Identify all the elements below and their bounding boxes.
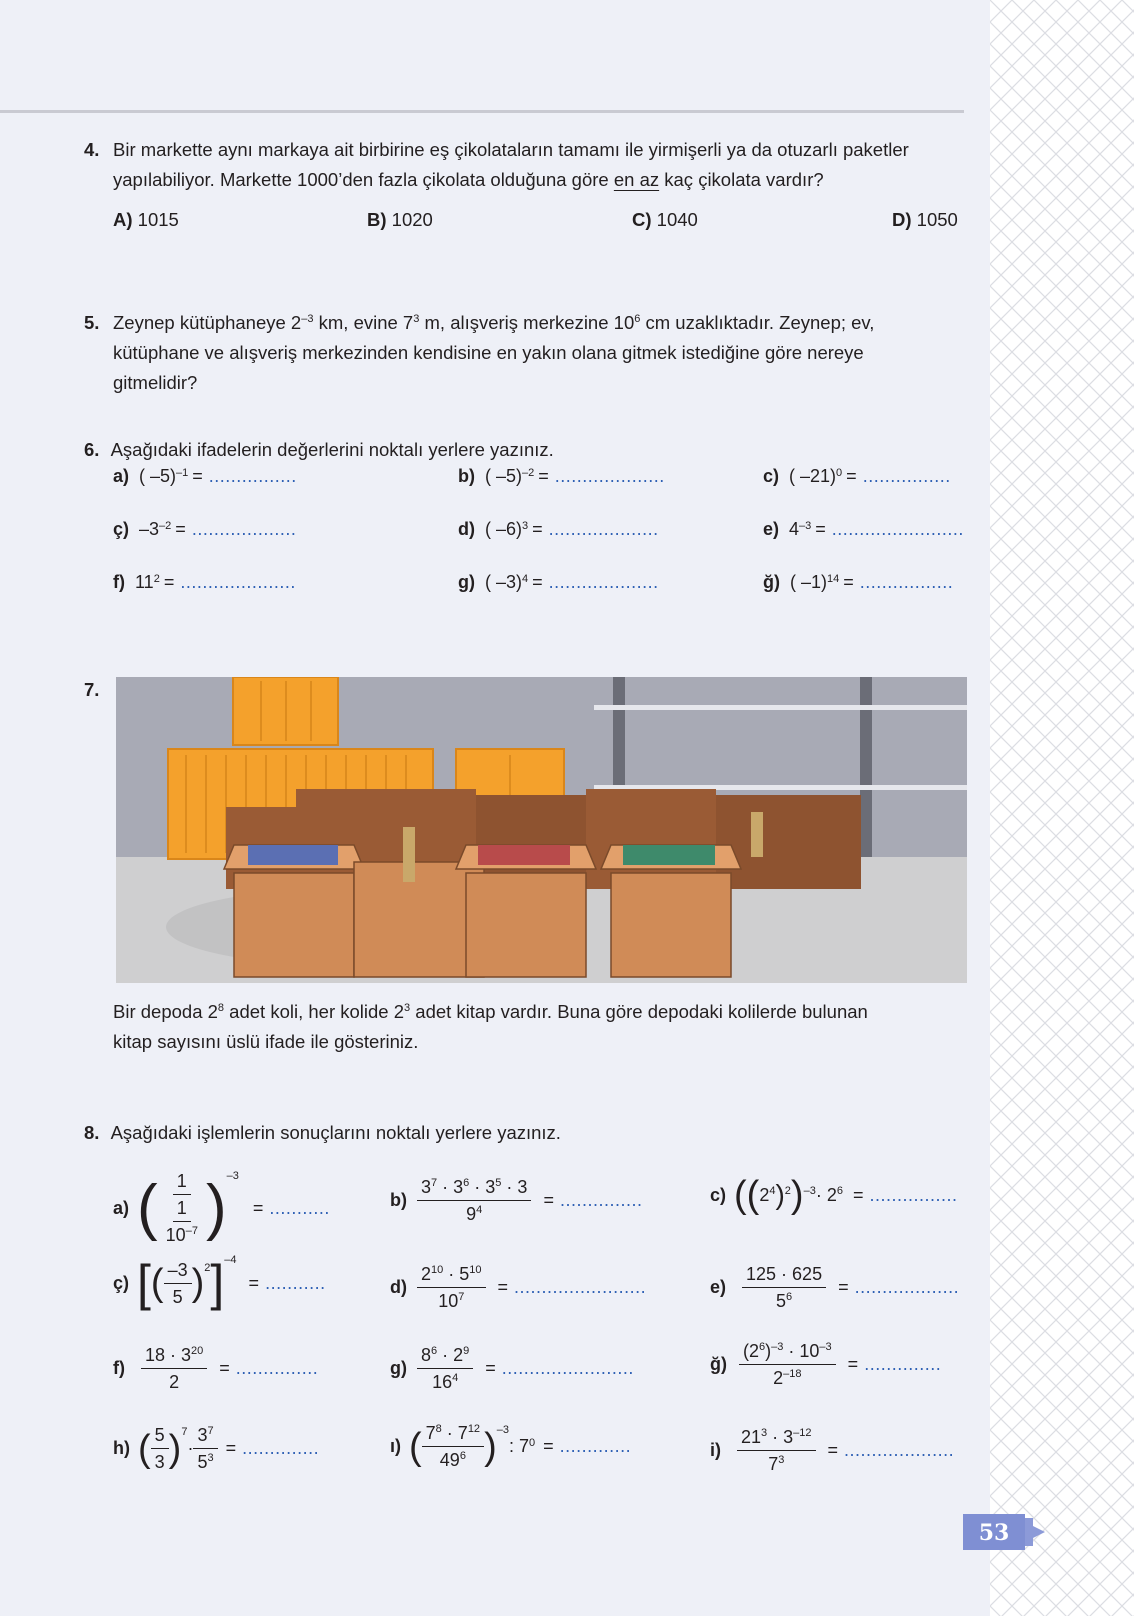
fraction — [417, 1344, 473, 1393]
expression-base: –3 — [139, 519, 160, 539]
item-label: f) — [113, 1358, 125, 1378]
text: · 2 — [437, 1345, 464, 1365]
text: · 3 — [437, 1177, 464, 1197]
header-divider — [0, 110, 964, 113]
text: cm uzaklıktadır. Zeynep; ev, — [640, 312, 875, 333]
fraction — [417, 1263, 486, 1312]
question-number: 4. — [84, 139, 100, 160]
text: : 7 — [508, 1436, 529, 1456]
q8-item-e — [710, 1263, 959, 1312]
right-paren: ) — [765, 1341, 772, 1361]
fraction — [742, 1263, 826, 1312]
fraction — [422, 1422, 484, 1471]
answer-blank[interactable]: ........... — [269, 1197, 330, 1218]
expression-base: ( –1) — [790, 572, 828, 592]
multiply: · — [187, 1438, 194, 1458]
text: · 3 — [501, 1177, 528, 1197]
item-label: ğ) — [710, 1354, 727, 1374]
equals: = — [252, 1197, 264, 1218]
text: 18 · 3 — [145, 1345, 192, 1365]
answer-blank[interactable]: ........................ — [831, 519, 964, 539]
answer-blank[interactable]: ........................ — [514, 1277, 647, 1297]
answer-blank[interactable]: .................... — [548, 519, 659, 539]
option-label: A) — [113, 209, 133, 230]
denominator: 5 — [172, 1286, 183, 1307]
numerator — [141, 1344, 207, 1369]
option-c[interactable] — [632, 205, 698, 235]
exponent: 6 — [459, 1450, 466, 1462]
exponent: 4 — [522, 572, 529, 585]
option-value: 1020 — [391, 209, 433, 230]
exponent: –3 — [771, 1341, 784, 1353]
denominator — [769, 1365, 805, 1389]
exponent: 3 — [413, 313, 420, 325]
answer-blank[interactable]: ................ — [869, 1184, 958, 1205]
q6-item — [763, 466, 951, 487]
equals: = — [497, 1277, 509, 1297]
denominator — [436, 1447, 470, 1471]
exponent: 6 — [785, 1291, 793, 1303]
q8-item-g — [390, 1344, 634, 1393]
answer-blank[interactable]: ................... — [854, 1277, 960, 1297]
item-label: i) — [710, 1440, 721, 1460]
answer-blank[interactable]: .................... — [554, 466, 665, 486]
expression-base: ( –5) — [485, 466, 523, 486]
equals: = — [543, 1190, 554, 1210]
exponent: 4 — [452, 1372, 459, 1384]
answer-blank[interactable]: ................ — [208, 466, 297, 486]
text: 16 — [432, 1372, 453, 1392]
item-label: b) — [390, 1190, 407, 1210]
answer-blank[interactable]: ..................... — [180, 572, 296, 592]
equals: = — [838, 1277, 849, 1297]
equals: = — [543, 1436, 554, 1456]
exponent: 4 — [476, 1204, 483, 1216]
page-number: 53 — [978, 1520, 1010, 1546]
q8-item-cc — [113, 1254, 326, 1311]
denominator — [772, 1288, 796, 1312]
exponent: 10 — [431, 1264, 444, 1276]
text: 9 — [466, 1204, 477, 1224]
text: 7 — [768, 1454, 779, 1474]
equals: = — [225, 1438, 237, 1458]
exponent: 8 — [217, 1002, 225, 1014]
answer-blank[interactable]: ............... — [235, 1358, 319, 1378]
left-paren: (( — [734, 1174, 760, 1216]
fraction — [193, 1424, 217, 1473]
exponent: 14 — [827, 572, 840, 585]
exponent: 12 — [467, 1423, 481, 1435]
question-prompt: Aşağıdaki ifadelerin değerlerini noktalı yerlere yazınız. — [110, 439, 554, 460]
denominator — [434, 1288, 468, 1312]
item-label: g) — [390, 1358, 407, 1378]
equals: = — [175, 519, 186, 539]
q8-item-a — [113, 1170, 330, 1246]
numerator: 1 — [173, 1170, 191, 1195]
option-value: 1040 — [656, 209, 698, 230]
right-paren: ) — [790, 1174, 804, 1216]
text: · 3 — [469, 1177, 496, 1197]
open-box — [224, 845, 364, 977]
text: adet kitap vardır. Buna göre depodaki kolilerde bulunan — [410, 1001, 868, 1022]
equals: = — [248, 1272, 260, 1293]
text: · 10 — [783, 1341, 820, 1361]
item-label: g) — [458, 572, 475, 592]
margin-pattern — [990, 0, 1134, 1616]
answer-blank[interactable]: ................ — [862, 466, 951, 486]
text: yapılabiliyor. Markette 1000’den fazla çikolata olduğuna göre — [113, 169, 614, 190]
denominator: 3 — [154, 1452, 165, 1472]
numerator — [422, 1422, 484, 1447]
equals: = — [815, 519, 826, 539]
exponent: –4 — [224, 1254, 237, 1266]
exponent: 6 — [634, 313, 641, 325]
exponent: –3 — [819, 1341, 832, 1353]
numerator: 5 — [151, 1424, 169, 1449]
exponent: 8 — [435, 1423, 442, 1435]
left-paren: ( — [150, 1262, 164, 1304]
q8-item-f — [113, 1344, 318, 1393]
question-text-line — [113, 165, 964, 195]
q6-item — [763, 519, 964, 540]
exponent: 2 — [784, 1185, 791, 1197]
question-6 — [84, 435, 554, 465]
exponent: 3 — [761, 1427, 768, 1439]
equals: = — [538, 466, 549, 486]
exponent: 0 — [528, 1436, 536, 1449]
expression-base: ( –3) — [485, 572, 523, 592]
denominator — [428, 1369, 462, 1393]
box-tape — [751, 812, 763, 857]
fraction — [158, 1170, 206, 1246]
warehouse-illustration — [116, 677, 967, 983]
text: 2 — [773, 1368, 784, 1388]
q6-item — [113, 466, 297, 487]
q8-item-gg — [710, 1340, 941, 1389]
left-paren: ( — [743, 1341, 749, 1361]
answer-blank[interactable]: ................... — [191, 519, 297, 539]
question-text-line — [113, 997, 968, 1027]
exponent: 6 — [463, 1177, 470, 1189]
expression-base: 11 — [135, 572, 154, 592]
text: · 5 — [443, 1264, 470, 1284]
answer-blank[interactable]: .............. — [242, 1438, 320, 1458]
equals: = — [163, 572, 175, 592]
answer-blank[interactable]: ........................ — [501, 1358, 634, 1378]
exponent: 2 — [204, 1262, 211, 1274]
equals: = — [532, 519, 543, 539]
text: m, alışveriş merkezine 10 — [419, 312, 635, 333]
option-label: C) — [632, 209, 652, 230]
exponent: 4 — [769, 1185, 776, 1197]
text: adet koli, her kolide 2 — [224, 1001, 405, 1022]
q8-item-d — [390, 1263, 646, 1312]
equals: = — [827, 1440, 839, 1460]
q8-item-i — [710, 1426, 954, 1475]
option-label: B) — [367, 209, 387, 230]
question-5 — [84, 308, 964, 398]
option-a[interactable] — [113, 205, 179, 235]
q6-item — [458, 572, 659, 593]
left-bracket: [ — [137, 1255, 151, 1311]
item-label: f) — [113, 572, 125, 592]
question-number: 8. — [84, 1122, 100, 1143]
q6-item — [458, 466, 665, 487]
question-text-line: kitap sayısını üslü ifade ile gösteriniz. — [113, 1031, 419, 1052]
denominator — [462, 1201, 486, 1225]
item-label: ı) — [390, 1436, 401, 1456]
q8-item-b — [390, 1176, 642, 1225]
numerator — [417, 1176, 531, 1201]
exponent: –2 — [522, 466, 535, 479]
q6-item — [113, 572, 296, 593]
answer-blank[interactable]: .................... — [548, 572, 659, 592]
item-label: a) — [113, 466, 130, 486]
q6-item — [458, 519, 659, 540]
question-text-line: Bir markette aynı markaya ait birbirine eş çikolataların tamamı ile yirmişerli ya da otuzarlı paketler — [113, 139, 909, 160]
option-b[interactable] — [367, 205, 433, 235]
open-box — [456, 845, 596, 977]
text: 5 — [775, 1291, 786, 1311]
denominator — [158, 1195, 206, 1246]
right-paren: ) — [775, 1179, 785, 1210]
numerator — [737, 1426, 816, 1451]
fraction — [164, 1259, 192, 1308]
item-label: d) — [390, 1277, 407, 1297]
exponent: 7 — [181, 1426, 188, 1438]
answer-blank[interactable]: ............... — [559, 1190, 643, 1210]
item-label: c) — [763, 466, 780, 486]
exponent: 2 — [153, 572, 160, 585]
left-paren: ( — [137, 1173, 158, 1242]
q8-item-h — [113, 1424, 319, 1473]
exponent: 3 — [522, 519, 529, 532]
option-value: 1050 — [916, 209, 958, 230]
exponent: 7 — [458, 1291, 465, 1303]
text: 5 — [197, 1452, 208, 1472]
equals: = — [847, 1354, 859, 1374]
text: Bir depoda 2 — [113, 1001, 218, 1022]
option-d[interactable] — [892, 205, 958, 235]
exponent: 6 — [759, 1341, 766, 1353]
exponent: –3 — [799, 519, 812, 532]
item-label: ç) — [113, 1272, 130, 1293]
expression-base: ( –6) — [485, 519, 523, 539]
text: 2 — [759, 1184, 770, 1205]
numerator — [417, 1263, 486, 1288]
open-box — [601, 845, 741, 977]
question-number-7: 7. — [84, 679, 100, 700]
text: 10 — [438, 1291, 459, 1311]
numerator: –3 — [164, 1259, 192, 1284]
item-label: a) — [113, 1197, 130, 1218]
numerator — [193, 1424, 217, 1449]
question-text-line — [113, 308, 964, 338]
question-7-text — [113, 997, 968, 1057]
item-label: d) — [458, 519, 475, 539]
text: 10 — [165, 1225, 186, 1245]
expression-base: ( –21) — [789, 466, 837, 486]
exponent: 10 — [469, 1264, 482, 1276]
equals: = — [219, 1358, 230, 1378]
item-label: ğ) — [763, 572, 780, 592]
text: 2 — [421, 1264, 432, 1284]
fraction — [141, 1344, 207, 1393]
fraction — [151, 1424, 169, 1473]
exponent: 9 — [463, 1345, 470, 1357]
fraction — [417, 1176, 531, 1225]
text: · 3 — [767, 1427, 794, 1447]
item-label: h) — [113, 1438, 130, 1458]
question-number: 5. — [84, 312, 100, 333]
numerator — [739, 1340, 836, 1365]
exponent: 3 — [404, 1002, 411, 1014]
expression-base: 4 — [789, 519, 800, 539]
exponent: 3 — [207, 1452, 214, 1464]
question-text-line: kütüphane ve alışveriş merkezinden kendisine en yakın olana gitmek istediğine göre nereye — [113, 342, 864, 363]
q6-item — [113, 519, 296, 540]
expression-base: ( –5) — [139, 466, 177, 486]
denominator — [764, 1451, 788, 1475]
equals: = — [485, 1358, 496, 1378]
text: 3 — [421, 1177, 432, 1197]
text: · 2 — [815, 1184, 837, 1205]
exponent: 20 — [191, 1345, 204, 1357]
right-paren: ) — [191, 1262, 205, 1304]
left-paren: ( — [138, 1427, 151, 1470]
answer-blank[interactable]: ................. — [859, 572, 954, 592]
shelf-beam — [594, 705, 967, 710]
q6-item — [763, 572, 953, 593]
exponent: –3 — [803, 1185, 816, 1197]
exponent: 6 — [431, 1345, 438, 1357]
numerator — [417, 1344, 473, 1369]
shelf-post — [860, 677, 872, 857]
equals: = — [846, 466, 857, 486]
exponent: 0 — [836, 466, 843, 479]
exponent: 5 — [495, 1177, 502, 1189]
answer-blank[interactable]: .................... — [844, 1440, 955, 1460]
fraction — [739, 1340, 836, 1389]
exponent: 3 — [778, 1454, 785, 1466]
text: km, evine 7 — [313, 312, 414, 333]
exponent: –3 — [226, 1170, 239, 1182]
exponent: 6 — [836, 1185, 843, 1197]
item-label: c) — [710, 1184, 727, 1205]
answer-blank[interactable]: .............. — [864, 1354, 942, 1374]
numerator: 1 — [173, 1197, 191, 1222]
question-8 — [84, 1118, 561, 1148]
exponent: 7 — [207, 1425, 214, 1437]
text: 2 — [749, 1341, 760, 1361]
exponent: –12 — [793, 1427, 812, 1439]
left-paren: ( — [409, 1425, 422, 1468]
q8-item-i-dotless — [390, 1422, 631, 1471]
equals: = — [843, 572, 854, 592]
text: 3 — [197, 1425, 208, 1445]
item-label: e) — [763, 519, 780, 539]
item-label: b) — [458, 466, 475, 486]
text: 7 — [425, 1423, 436, 1443]
exponent: –18 — [783, 1368, 802, 1380]
question-prompt: Aşağıdaki işlemlerin sonuçlarını noktalı yerlere yazınız. — [110, 1122, 561, 1143]
question-4 — [84, 135, 964, 195]
text: 8 — [421, 1345, 432, 1365]
text: kaç çikolata vardır? — [659, 169, 824, 190]
item-label: e) — [710, 1277, 727, 1297]
exponent: –2 — [159, 519, 172, 532]
text: 49 — [439, 1450, 460, 1470]
option-label: D) — [892, 209, 912, 230]
underlined-text: en az — [613, 169, 660, 190]
exponent: –3 — [496, 1424, 509, 1436]
q8-item-c — [710, 1176, 958, 1214]
exponent: 7 — [431, 1177, 438, 1189]
text: Zeynep kütüphaneye 2 — [113, 312, 302, 333]
text: · 7 — [441, 1423, 468, 1443]
denominator: 2 — [169, 1372, 180, 1392]
text: 21 — [741, 1427, 762, 1447]
option-value: 1015 — [137, 209, 179, 230]
right-paren: ) — [205, 1173, 227, 1242]
equals: = — [532, 572, 543, 592]
exponent: –7 — [185, 1225, 198, 1237]
denominator — [193, 1449, 217, 1473]
equals: = — [192, 466, 203, 486]
fraction — [737, 1426, 816, 1475]
answer-blank[interactable]: ........... — [265, 1272, 326, 1293]
numerator: 125 · 625 — [742, 1263, 826, 1288]
right-paren: ) — [484, 1425, 497, 1468]
right-bracket: ] — [210, 1255, 225, 1311]
question-text-line: gitmelidir? — [113, 372, 198, 393]
right-paren: ) — [168, 1427, 182, 1470]
answer-blank[interactable]: ............. — [559, 1436, 632, 1456]
exponent: –3 — [301, 313, 314, 325]
question-number: 6. — [84, 439, 100, 460]
exponent: –1 — [176, 466, 189, 479]
equals: = — [852, 1184, 864, 1205]
denominator — [162, 1222, 202, 1246]
item-label: ç) — [113, 519, 130, 539]
back-box — [716, 795, 861, 889]
